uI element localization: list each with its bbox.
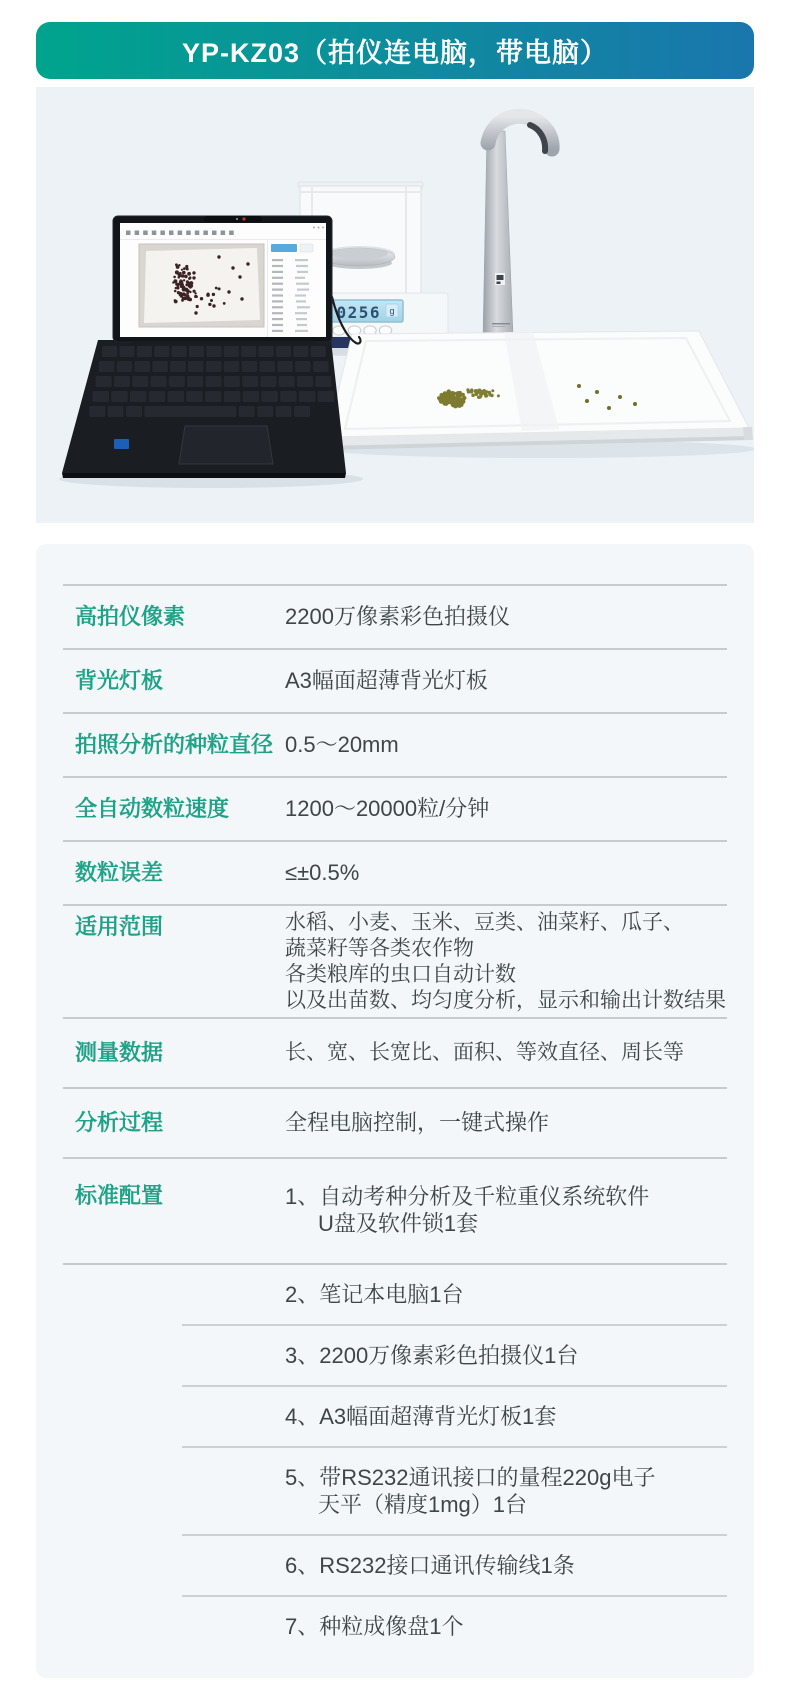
camera-notch [204, 216, 262, 222]
intel-sticker [114, 439, 129, 449]
spec-label: 背光灯板 [75, 668, 164, 693]
balance-display-unit: g [389, 306, 395, 316]
spec-label: 拍照分析的种粒直径 [75, 732, 274, 757]
balance-display-value: 0256 [336, 303, 381, 322]
product-photo-scene [36, 87, 754, 523]
spec-label: 分析过程 [75, 1110, 164, 1135]
spec-value: ≤±0.5% [285, 860, 360, 885]
header-banner [36, 22, 754, 79]
config-item: 1、自动考种分析及千粒重仪系统软件 U盘及软件锁1套 [285, 1184, 650, 1236]
spec-value: 水稻、小麦、玉米、豆类、油菜籽、瓜子、 蔬菜籽等各类农作物 各类粮库的虫口自动计数 以及出苗数、均匀度分析，显示和输出计数结果 [285, 911, 726, 1012]
column-text-line [492, 323, 510, 325]
spec-value: A3幅面超薄背光灯板 [285, 668, 488, 693]
spec-label: 高拍仪像素 [75, 604, 186, 629]
light-panel [319, 331, 754, 458]
spec-label: 数粒误差 [75, 860, 164, 885]
laptop-touchpad [179, 426, 273, 464]
config-item: 6、RS232接口通讯传输线1条 [182, 1534, 727, 1595]
config-item: 2、笔记本电脑1台 [63, 1263, 727, 1324]
webcam-indicator [242, 217, 245, 220]
imaging-sheet [144, 248, 260, 323]
qr-pixels [497, 282, 501, 285]
laptop-base-edge [62, 473, 346, 478]
config-item: 4、A3幅面超薄背光灯板1套 [182, 1385, 727, 1446]
spec-card [36, 544, 754, 1678]
glass-edge-top [300, 191, 421, 193]
config-section-header [63, 1157, 727, 1263]
camera-column [483, 131, 513, 334]
config-item: 5、带RS232通讯接口的量程220g电子 天平（精度1mg）1台 [182, 1446, 727, 1534]
laptop [59, 216, 363, 488]
panel-divider [267, 240, 268, 337]
spec-value: 2200万像素彩色拍摄仪 [285, 604, 510, 629]
results-tab-active [271, 244, 297, 252]
spec-label: 测量数据 [75, 1040, 164, 1065]
panel-corner-cap [743, 427, 753, 440]
webcam-lens [236, 218, 238, 220]
config-item: 3、2200万像素彩色拍摄仪1台 [182, 1324, 727, 1385]
spec-value: 0.5～20mm [285, 732, 399, 757]
spec-row [63, 776, 727, 840]
spec-row [63, 648, 727, 712]
toolbar-divider [120, 239, 326, 240]
product-photo [36, 87, 754, 523]
spec-value: 全程电脑控制，一键式操作 [285, 1110, 550, 1135]
window-control [313, 227, 315, 229]
spec-row [63, 584, 727, 648]
spec-row [63, 840, 727, 904]
window-control [318, 227, 320, 229]
spec-value: 1200～20000粒/分钟 [285, 796, 490, 821]
column-text-line [492, 326, 506, 327]
weighing-pan-top [330, 248, 388, 259]
results-tab [300, 244, 313, 252]
config-item: 7、种粒成像盘1个 [182, 1595, 727, 1656]
spec-value: 长、宽、长宽比、面积、等效直径、周长等 [285, 1041, 684, 1064]
spec-label: 全自动数粒速度 [75, 796, 230, 821]
glass-edge-right [405, 186, 407, 293]
spec-label: 标准配置 [75, 1183, 164, 1208]
spec-row [63, 1017, 727, 1087]
window-control [322, 227, 324, 229]
spec-row [63, 904, 727, 1017]
spec-row [63, 712, 727, 776]
qr-pixels [497, 275, 504, 280]
spec-row [63, 1087, 727, 1157]
spec-label: 适用范围 [75, 914, 164, 939]
page-title: YP-KZ03（拍仪连电脑，带电脑） [181, 38, 609, 68]
